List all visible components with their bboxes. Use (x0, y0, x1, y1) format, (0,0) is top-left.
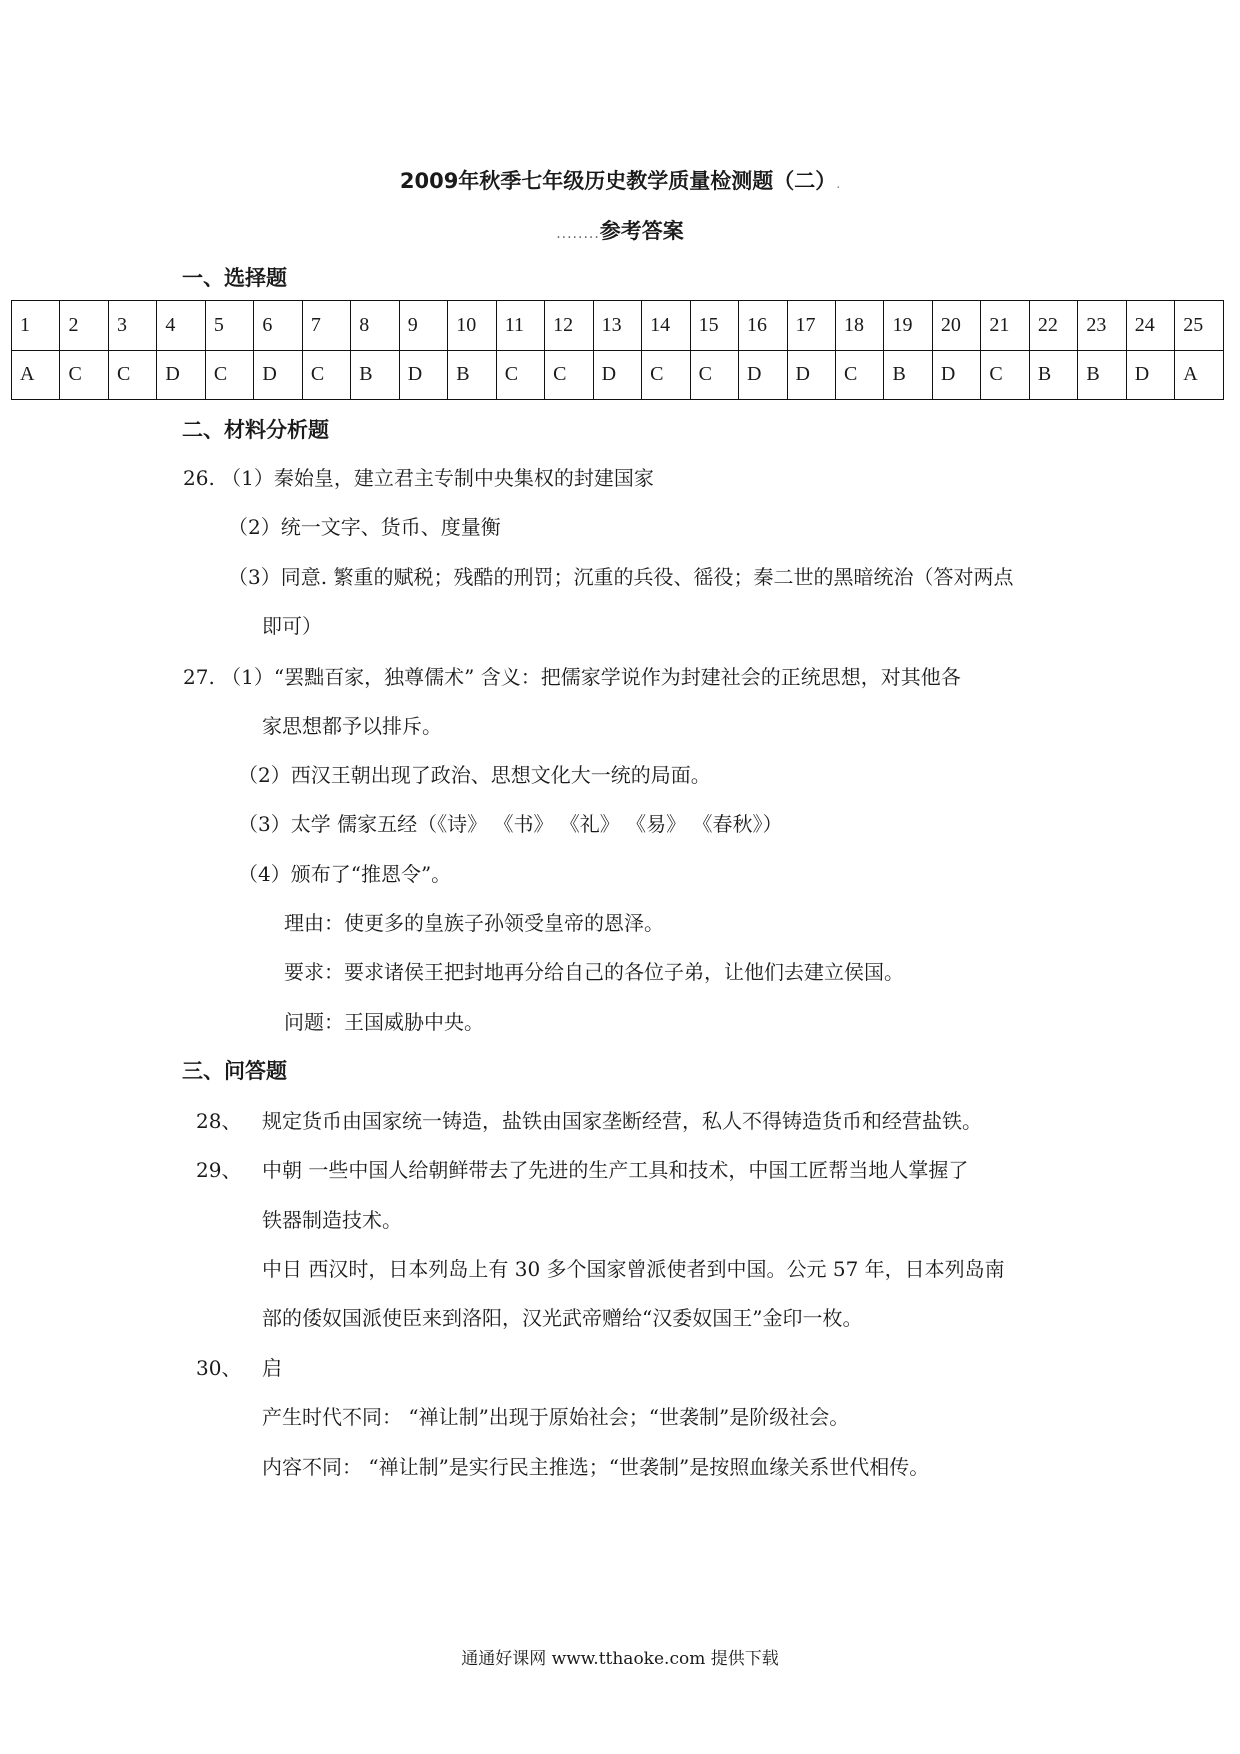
question-number-cell: 22 (1029, 301, 1077, 351)
document-title: 2009年秋季七年级历史教学质量检测题（二）. (399, 169, 841, 193)
q29-china-korea: 中朝 一些中国人给朝鲜带去了先进的生产工具和技术，中国工匠帮当地人掌握了 (262, 1158, 969, 1182)
q27-part1: 27. （1）“罢黜百家，独尊儒术” 含义：把儒家学说作为封建社会的正统思想，对其他各 (183, 665, 961, 689)
question-number-cell: 20 (932, 301, 980, 351)
answer-cell: C (205, 350, 253, 400)
answer-cell: C (642, 350, 690, 400)
answer-cell: C (835, 350, 883, 400)
question-number-cell: 16 (739, 301, 787, 351)
answer-table (11, 300, 1224, 400)
answer-cell: D (1126, 350, 1174, 400)
q26-part1: 26. （1）秦始皇，建立君主专制中央集权的封建国家 (183, 466, 654, 490)
q30-era-difference: 产生时代不同： “禅让制”出现于原始社会；“世袭制”是阶级社会。 (262, 1405, 850, 1429)
q29-number: 29、 (196, 1158, 242, 1182)
answer-cell: A (12, 350, 60, 400)
q29-china-korea-cont: 铁器制造技术。 (262, 1208, 402, 1232)
question-number-cell: 12 (545, 301, 593, 351)
q28-answer: 规定货币由国家统一铸造，盐铁由国家垄断经营，私人不得铸造货币和经营盐铁。 (262, 1109, 982, 1133)
q27-part4: （4）颁布了“推恩令”。 (238, 862, 452, 886)
question-number-cell: 21 (981, 301, 1029, 351)
footer-source: 通通好课网 www.tthaoke.com 提供下载 (461, 1649, 779, 1669)
question-number-cell: 3 (108, 301, 156, 351)
answer-cell: C (108, 350, 156, 400)
q27-problem: 问题：王国威胁中央。 (284, 1010, 484, 1034)
document-subtitle: ........参考答案 (556, 219, 684, 243)
question-number-cell: 8 (351, 301, 399, 351)
answer-cell: D (399, 350, 447, 400)
answer-cell: D (787, 350, 835, 400)
question-number-cell: 11 (496, 301, 544, 351)
q27-part2: （2）西汉王朝出现了政治、思想文化大一统的局面。 (238, 763, 711, 787)
q26-part3: （3）同意. 繁重的赋税；残酷的刑罚；沉重的兵役、徭役；秦二世的黑暗统治（答对两点 (228, 565, 1014, 589)
answer-cell: B (448, 350, 496, 400)
answer-cell: C (981, 350, 1029, 400)
question-number-cell: 4 (157, 301, 205, 351)
question-number-cell: 19 (884, 301, 932, 351)
answer-cell: C (60, 350, 108, 400)
section-heading-material: 二、材料分析题 (182, 418, 329, 442)
answer-cell: D (254, 350, 302, 400)
answer-cell: B (351, 350, 399, 400)
answer-cell: B (1029, 350, 1077, 400)
question-number-cell: 15 (690, 301, 738, 351)
section-heading-choice: 一、选择题 (182, 266, 287, 290)
answer-cell: B (884, 350, 932, 400)
answer-cell: D (932, 350, 980, 400)
answer-cell: D (739, 350, 787, 400)
question-number-cell: 1 (12, 301, 60, 351)
question-number-cell: 23 (1078, 301, 1126, 351)
answer-cell: C (545, 350, 593, 400)
answer-cell: C (302, 350, 350, 400)
question-number-cell: 5 (205, 301, 253, 351)
question-number-cell: 2 (60, 301, 108, 351)
q27-reason: 理由：使更多的皇族子孙领受皇帝的恩泽。 (284, 911, 664, 935)
question-number-cell: 10 (448, 301, 496, 351)
question-number-cell: 6 (254, 301, 302, 351)
q29-china-japan-cont: 部的倭奴国派使臣来到洛阳，汉光武帝赠给“汉委奴国王”金印一枚。 (262, 1306, 863, 1330)
answer-cell: D (593, 350, 641, 400)
q30-content-difference: 内容不同： “禅让制”是实行民主推选；“世袭制”是按照血缘关系世代相传。 (262, 1455, 930, 1479)
q27-part3: （3）太学 儒家五经（《诗》 《书》 《礼》 《易》 《春秋》） (238, 812, 783, 836)
q29-china-japan: 中日 西汉时，日本列岛上有 30 多个国家曾派使者到中国。公元 57 年，日本列岛南 (262, 1257, 1005, 1281)
answer-table-number-row (12, 301, 1224, 351)
question-number-cell: 18 (835, 301, 883, 351)
question-number-cell: 14 (642, 301, 690, 351)
answer-cell: A (1175, 350, 1224, 400)
answer-table-answer-row (12, 350, 1224, 400)
answer-cell: C (690, 350, 738, 400)
question-number-cell: 13 (593, 301, 641, 351)
q28-number: 28、 (196, 1109, 242, 1133)
question-number-cell: 9 (399, 301, 447, 351)
question-number-cell: 17 (787, 301, 835, 351)
q27-requirement: 要求：要求诸侯王把封地再分给自己的各位子弟，让他们去建立侯国。 (284, 960, 904, 984)
answer-cell: D (157, 350, 205, 400)
section-heading-qa: 三、问答题 (182, 1059, 287, 1083)
answer-cell: C (496, 350, 544, 400)
q26-part3-cont: 即可） (262, 614, 322, 638)
question-number-cell: 25 (1175, 301, 1224, 351)
q27-part1-cont: 家思想都予以排斥。 (262, 714, 442, 738)
q30-number: 30、 (196, 1356, 242, 1380)
question-number-cell: 24 (1126, 301, 1174, 351)
question-number-cell: 7 (302, 301, 350, 351)
answer-cell: B (1078, 350, 1126, 400)
q26-part2: （2）统一文字、货币、度量衡 (228, 515, 501, 539)
q30-answer: 启 (262, 1356, 282, 1380)
